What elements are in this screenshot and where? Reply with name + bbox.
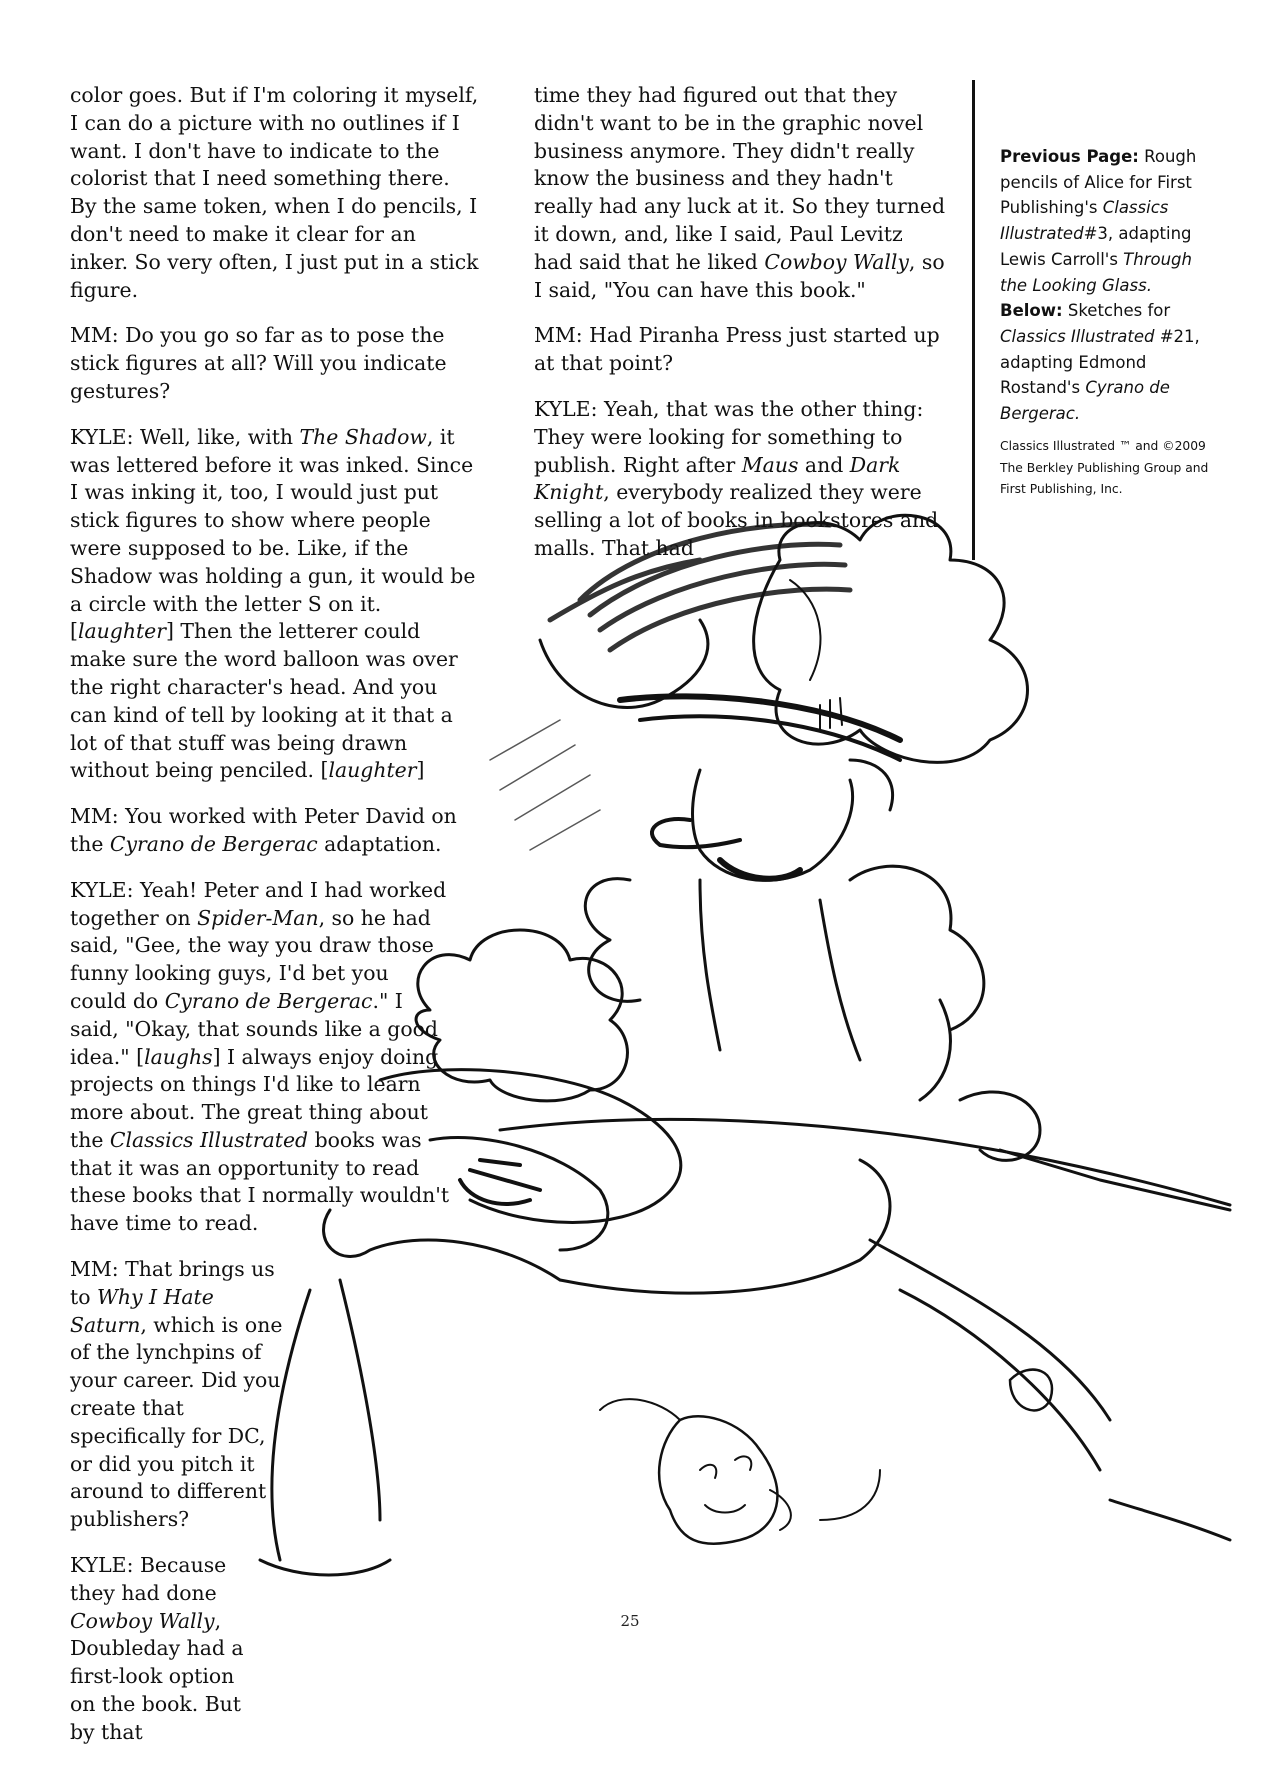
speaker-label: MM: [70, 1257, 119, 1282]
copyright-notice: Classics Illustrated ™ and ©2009 The Berkley Publishing Group and First Publishing, Inc. [1000, 439, 1209, 496]
cyrano-face [693, 770, 853, 880]
speaker-label: MM: [534, 323, 583, 348]
paragraph: KYLE: Yeah, that was the other thing: They were looking for something to publish. Right after Maus and Dark Knight, everybody realized they were selling a lot of books in bookstores and malls. That had [534, 396, 939, 560]
speaker-label: KYLE: [70, 424, 134, 449]
text-column-left [70, 82, 480, 1765]
caption-divider-rule [972, 80, 975, 560]
paragraph: KYLE: Because they had done Cowboy Wally, Doubleday had a first-look option on the book. But by that [70, 1553, 244, 1744]
image-caption: Previous Page: Rough pencils of Alice for First Publishing's Classics Illustrated#3, adapting Lewis Carroll's Through the Looking Glass. Below: Sketches for Classics Illustrated #21, adapting Edmond Rostand's Cyrano de Bergerac. [1000, 147, 1200, 424]
paragraph: color goes. But if I'm coloring it myself, I can do a picture with no outlines if I want. I don't have to indicate to the colorist that I need something there. By the same token, when I do pencils, I don't need to make it clear for an inker. So very often, I just put in a stick figure. [70, 83, 479, 302]
paragraph: MM: Had Piranha Press just started up at that point? [534, 323, 940, 376]
paragraph: MM: Do you go so far as to pose the stick figures at all? Will you indicate gestures? [70, 323, 447, 403]
paragraph: KYLE: Well, like, with The Shadow, it was lettered before it was inked. Since I was inking it, too, I would just put stick figures to show where people were supposed to be. Like, if the Shadow was holding a gun, it would be a circle with the letter S on it. [laughter] Then the letterer could make sure the word balloon was over the right character's head. And you can kind of tell by looking at it that a lot of that stuff was being drawn without being penciled. [laughter] [70, 424, 476, 783]
speaker-label: KYLE: [70, 1553, 134, 1578]
caption-label-previous: Previous Page: [1000, 147, 1139, 166]
paragraph: time they had figured out that they didn't want to be in the graphic novel business anymore. They didn't really know the business and they hadn't really had any luck at it. So they turned it down, and, like I said, Paul Levitz had said that he liked Cowboy Wally, so I said, "You can have this book." [534, 83, 945, 302]
speaker-label: MM: [70, 804, 119, 829]
paragraph: KYLE: Yeah! Peter and I had worked together on Spider-Man, so he had said, "Gee, the way you draw those funny looking guys, I'd bet you could do Cyrano de Bergerac." I said, "Okay, that sounds like a good idea." [laughs] I always enjoy doing projects on things I'd like to learn more about. The great thing about the Classics Illustrated books was that it was an opportunity to read these books that I normally wouldn't have time to read. [70, 877, 450, 1236]
speaker-label: MM: [70, 323, 119, 348]
speaker-label: KYLE: [534, 396, 598, 421]
text-column-right [534, 82, 946, 581]
small-face-sketch [600, 1399, 680, 1420]
caption-label-below: Below: [1000, 301, 1063, 321]
page-number: 25 [620, 1612, 640, 1630]
speaker-label: KYLE: [70, 877, 134, 902]
paragraph: MM: That brings us to Why I Hate Saturn, which is one of the lynchpins of your career. Did you create that specifically for DC, or did you pitch it around to different publishers? [70, 1257, 283, 1532]
sword-line [500, 1119, 1230, 1205]
paragraph: MM: You worked with Peter David on the Cyrano de Bergerac adaptation. [70, 804, 457, 856]
